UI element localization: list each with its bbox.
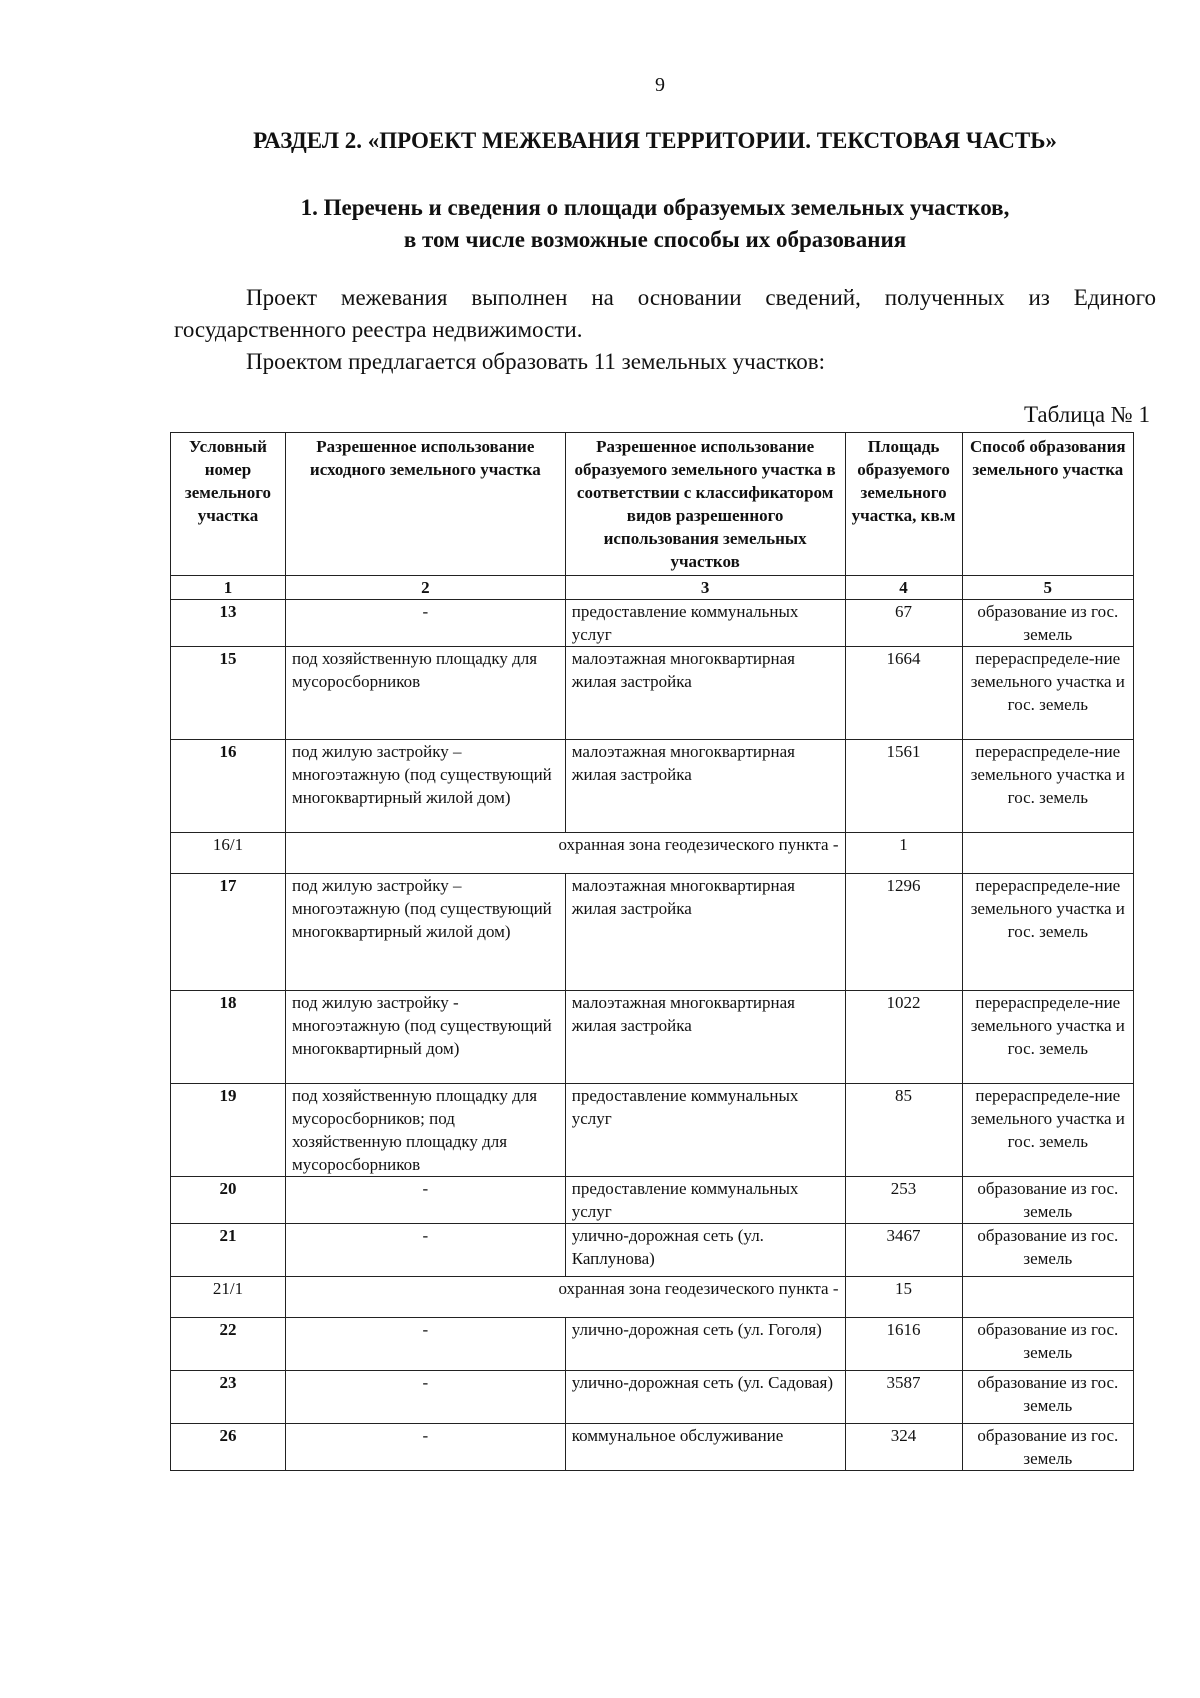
- section-title: РАЗДЕЛ 2. «ПРОЕКТ МЕЖЕВАНИЯ ТЕРРИТОРИИ. ТЕКСТОВАЯ ЧАСТЬ»: [253, 128, 1057, 153]
- source-use-cell: под хозяйственную площадку для мусоросборников: [285, 647, 565, 740]
- table-row: [171, 740, 1134, 833]
- new-use-cell: коммунальное обслуживание: [565, 1424, 845, 1471]
- table-row: [171, 1084, 1134, 1177]
- area-cell: 324: [845, 1424, 962, 1471]
- column-number: 4: [845, 576, 962, 600]
- parcel-number-cell: 23: [171, 1371, 286, 1424]
- header-new-use: Разрешенное использование образуемого земельного участка в соответствии с классификатором видов разрешенного использования земельных участков: [565, 433, 845, 576]
- column-number: 2: [285, 576, 565, 600]
- new-use-cell: предоставление коммунальных услуг: [565, 1084, 845, 1177]
- new-use-cell: малоэтажная многоквартирная жилая застройка: [565, 647, 845, 740]
- parcel-number-cell: 21/1: [171, 1277, 286, 1318]
- column-number: 5: [962, 576, 1133, 600]
- zone-label-cell: [285, 1277, 845, 1318]
- header-parcel-number: Условный номер земельного участка: [171, 433, 286, 576]
- method-cell: образование из гос. земель: [962, 1177, 1133, 1224]
- source-use-cell: под жилую застройку – многоэтажную (под существующий многоквартирный жилой дом): [285, 874, 565, 991]
- parcel-number-cell: 22: [171, 1318, 286, 1371]
- area-cell: 67: [845, 600, 962, 647]
- proposal-paragraph: Проектом предлагается образовать 11 земельных участков:: [246, 349, 825, 374]
- table-caption: Таблица № 1: [1023, 402, 1150, 427]
- table-row: [171, 874, 1134, 991]
- source-use-cell: -: [285, 1371, 565, 1424]
- area-cell: 1561: [845, 740, 962, 833]
- parcel-number-cell: 21: [171, 1224, 286, 1277]
- new-use-cell: улично-дорожная сеть (ул. Садовая): [565, 1371, 845, 1424]
- new-use-cell: предоставление коммунальных услуг: [565, 600, 845, 647]
- subsection-title-line1: 1. Перечень и сведения о площади образуемых земельных участков,: [300, 195, 1010, 220]
- method-cell: образование из гос. земель: [962, 600, 1133, 647]
- subsection-title: [150, 192, 1160, 256]
- area-cell: 3467: [845, 1224, 962, 1277]
- source-use-cell: -: [285, 1424, 565, 1471]
- header-area: Площадь образуемого земельного участка, кв.м: [845, 433, 962, 576]
- method-cell: перераспределе-ние земельного участка и гос. земель: [962, 647, 1133, 740]
- parcel-number-cell: 18: [171, 991, 286, 1084]
- header-method: Способ образования земельного участка: [962, 433, 1133, 576]
- area-cell: 1: [845, 833, 962, 874]
- table-row: [171, 600, 1134, 647]
- new-use-cell: улично-дорожная сеть (ул. Каплунова): [565, 1224, 845, 1277]
- method-cell: образование из гос. земель: [962, 1424, 1133, 1471]
- table-row: [171, 647, 1134, 740]
- parcels-table: [170, 432, 1134, 1471]
- table-header-row: [171, 433, 1134, 576]
- zone-label: охранная зона геодезического пункта -: [558, 1279, 839, 1298]
- method-cell: [962, 833, 1133, 874]
- area-cell: 1296: [845, 874, 962, 991]
- column-number-row: [171, 576, 1134, 600]
- column-number: 3: [565, 576, 845, 600]
- parcel-number-cell: 20: [171, 1177, 286, 1224]
- source-use-cell: под жилую застройку - многоэтажную (под существующий многоквартирный дом): [285, 991, 565, 1084]
- parcel-number-cell: 15: [171, 647, 286, 740]
- parcel-number-cell: 19: [171, 1084, 286, 1177]
- header-source-use: Разрешенное использование исходного земельного участка: [285, 433, 565, 576]
- table-row: [171, 1424, 1134, 1471]
- zone-row: [171, 833, 1134, 874]
- table-row: [171, 1371, 1134, 1424]
- table-body: [171, 600, 1134, 1471]
- intro-paragraph: Проект межевания выполнен на основании сведений, полученных из Единого государственного реестра недвижимости.: [174, 285, 1156, 342]
- method-cell: образование из гос. земель: [962, 1371, 1133, 1424]
- method-cell: образование из гос. земель: [962, 1318, 1133, 1371]
- parcel-number-cell: 16/1: [171, 833, 286, 874]
- area-cell: 1664: [845, 647, 962, 740]
- column-number: 1: [171, 576, 286, 600]
- new-use-cell: улично-дорожная сеть (ул. Гоголя): [565, 1318, 845, 1371]
- source-use-cell: -: [285, 1224, 565, 1277]
- method-cell: перераспределе-ние земельного участка и гос. земель: [962, 874, 1133, 991]
- zone-label: охранная зона геодезического пункта -: [558, 835, 839, 854]
- table-row: [171, 1177, 1134, 1224]
- source-use-cell: -: [285, 1318, 565, 1371]
- parcel-number-cell: 13: [171, 600, 286, 647]
- page-number: 9: [655, 74, 665, 96]
- parcel-number-cell: 16: [171, 740, 286, 833]
- parcel-number-cell: 17: [171, 874, 286, 991]
- area-cell: 1022: [845, 991, 962, 1084]
- zone-label-cell: [285, 833, 845, 874]
- area-cell: 15: [845, 1277, 962, 1318]
- table-row: [171, 1318, 1134, 1371]
- new-use-cell: малоэтажная многоквартирная жилая застройка: [565, 991, 845, 1084]
- source-use-cell: -: [285, 1177, 565, 1224]
- zone-row: [171, 1277, 1134, 1318]
- new-use-cell: предоставление коммунальных услуг: [565, 1177, 845, 1224]
- source-use-cell: под жилую застройку – многоэтажную (под существующий многоквартирный жилой дом): [285, 740, 565, 833]
- source-use-cell: -: [285, 600, 565, 647]
- new-use-cell: малоэтажная многоквартирная жилая застройка: [565, 740, 845, 833]
- method-cell: образование из гос. земель: [962, 1224, 1133, 1277]
- subsection-title-line2: в том числе возможные способы их образования: [403, 227, 907, 252]
- method-cell: перераспределе-ние земельного участка и гос. земель: [962, 1084, 1133, 1177]
- table-row: [171, 1224, 1134, 1277]
- method-cell: перераспределе-ние земельного участка и гос. земель: [962, 991, 1133, 1084]
- method-cell: [962, 1277, 1133, 1318]
- area-cell: 85: [845, 1084, 962, 1177]
- area-cell: 3587: [845, 1371, 962, 1424]
- area-cell: 1616: [845, 1318, 962, 1371]
- parcel-number-cell: 26: [171, 1424, 286, 1471]
- table-row: [171, 991, 1134, 1084]
- area-cell: 253: [845, 1177, 962, 1224]
- new-use-cell: малоэтажная многоквартирная жилая застройка: [565, 874, 845, 991]
- method-cell: перераспределе-ние земельного участка и гос. земель: [962, 740, 1133, 833]
- source-use-cell: под хозяйственную площадку для мусоросборников; под хозяйственную площадку для мусоросборников: [285, 1084, 565, 1177]
